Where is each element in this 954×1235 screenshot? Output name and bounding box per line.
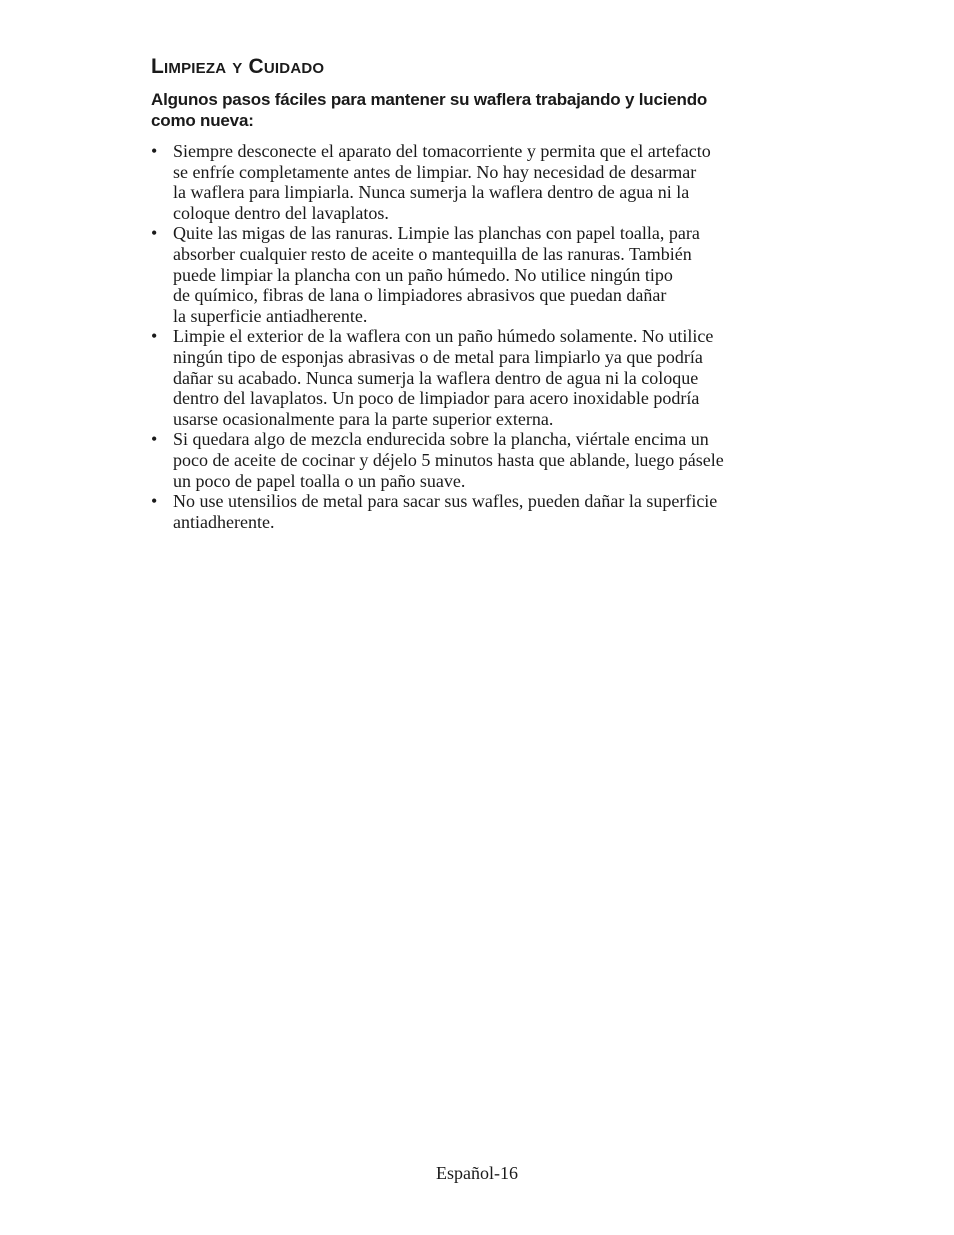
subtitle-line: Algunos pasos fáciles para mantener su waflera trabajando y luciendo xyxy=(151,90,708,109)
list-item-line: antiadherente. xyxy=(173,511,275,532)
list-item-line: dañar su acabado. Nunca sumerja la waflera dentro de agua ni la coloque xyxy=(173,367,699,388)
list-item-line: absorber cualquier resto de aceite o mantequilla de las ranuras. También xyxy=(173,243,692,264)
list-item-line: la superficie antiadherente. xyxy=(173,305,368,326)
list-item-line: dentro del lavaplatos. Un poco de limpiador para acero inoxidable podría xyxy=(173,388,700,409)
list-item-line: puede limpiar la plancha con un paño húmedo. No utilice ningún tipo xyxy=(173,264,673,285)
list-item-line: Si quedara algo de mezcla endurecida sobre la plancha, viértale encima un xyxy=(173,429,709,450)
bullet-icon: • xyxy=(151,491,158,512)
bullet-icon: • xyxy=(151,429,158,450)
list-item xyxy=(151,429,801,491)
list-item-line: usarse ocasionalmente para la parte superior externa. xyxy=(173,408,554,429)
bullet-icon: • xyxy=(151,223,158,244)
list-item-line: coloque dentro del lavaplatos. xyxy=(173,202,389,223)
list-item xyxy=(151,223,801,326)
bullet-icon: • xyxy=(151,326,158,347)
list-item-line: la waflera para limpiarla. Nunca sumerja la waflera dentro de agua ni la xyxy=(173,182,690,203)
list-item-line: No use utensilios de metal para sacar sus wafles, pueden dañar la superficie xyxy=(173,491,718,512)
list-item-line: Quite las migas de las ranuras. Limpie las planchas con papel toalla, para xyxy=(173,223,700,244)
list-item-line: un poco de papel toalla o un paño suave. xyxy=(173,470,466,491)
bullet-icon: • xyxy=(151,141,158,161)
section-subtitle xyxy=(151,89,791,131)
list-item xyxy=(151,141,801,223)
care-instructions-list xyxy=(151,141,801,532)
list-item xyxy=(151,326,801,429)
page-number: Español-16 xyxy=(436,1163,518,1183)
list-item-line: de químico, fibras de lana o limpiadores abrasivos que puedan dañar xyxy=(173,285,667,306)
list-item-line: se enfríe completamente antes de limpiar. No hay necesidad de desarmar xyxy=(173,161,697,182)
list-item-line: poco de aceite de cocinar y déjelo 5 minutos hasta que ablande, luego pásele xyxy=(173,449,724,470)
list-item xyxy=(151,491,801,532)
subtitle-line: como nueva: xyxy=(151,111,254,130)
list-item-line: Limpie el exterior de la waflera con un paño húmedo solamente. No utilice xyxy=(173,326,714,347)
section-title: Limpieza y Cuidado xyxy=(151,55,325,78)
list-item-line: Siempre desconecte el aparato del tomacorriente y permita que el artefacto xyxy=(173,141,711,161)
list-item-line: ningún tipo de esponjas abrasivas o de metal para limpiarlo ya que podría xyxy=(173,346,703,367)
